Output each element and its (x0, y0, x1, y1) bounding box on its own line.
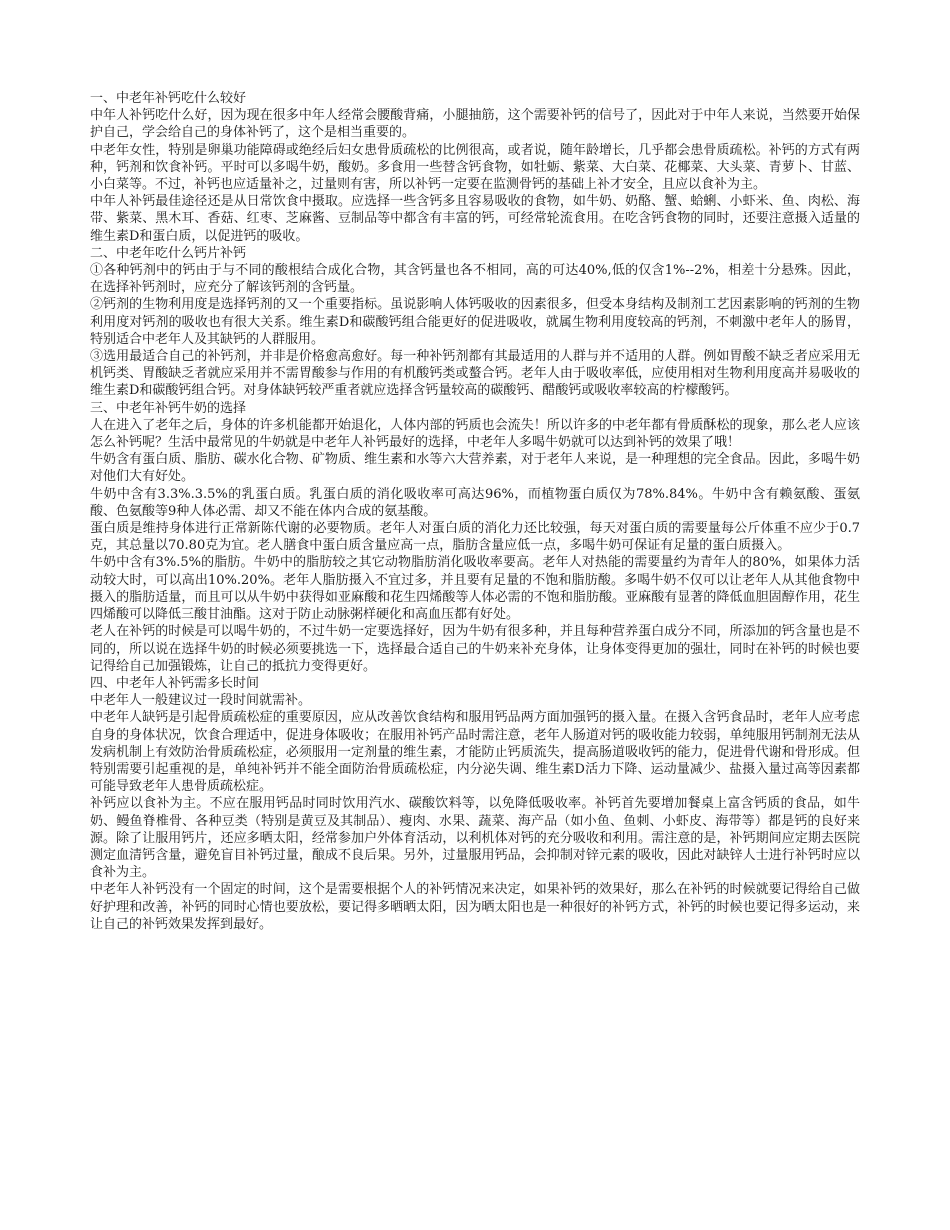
paragraph: 中老年人一般建议过一段时间就需补。 (90, 693, 312, 709)
heading-section-4: 四、中老年人补钙需多长时间 (90, 675, 260, 691)
paragraph: 老人在补钙的时候是可以喝牛奶的，不过牛奶一定要选择好，因为牛奶有很多种，并且每种营养蛋白成分不同，所添加的钙含量也是不同的，所以说在选择牛奶的时候必须要挑选一下，选择最合适自己的牛奶来补充身体，让身体变得更加的强壮，同时在补钙的时候也要记得给自己加强锻炼，让自己的抵抗力变得更好。 (90, 624, 860, 674)
paragraph: 牛奶中含有3%.5%的脂肪。牛奶中的脂肪较之其它动物脂肪消化吸收率要高。老年人对热能的需要量约为青年人的80%，如果体力活动较大时，可以高出10%.20%。老年人脂肪摄入不宜过多，并且要有足量的不饱和脂肪酸。多喝牛奶不仅可以让老年人从其他食物中摄入的脂肪适量，而且可以从牛奶中获得如亚麻酸和花生四烯酸等人体必需的不饱和脂肪酸。亚麻酸有显著的降低血胆固醇作用，花生四烯酸可以降低三酸甘油酯。这对于防止动脉粥样硬化和高血压都有好处。 (90, 555, 860, 623)
paragraph: 牛奶中含有3.3%.3.5%的乳蛋白质。乳蛋白质的消化吸收率可高达96%，而植物蛋白质仅为78%.84%。牛奶中含有赖氨酸、蛋氨酸、色氨酸等9种人体必需、却又不能在体内合成的氨基酸。 (90, 486, 860, 519)
heading-section-3: 三、中老年补钙牛奶的选择 (90, 400, 247, 416)
paragraph: 中年人补钙吃什么好，因为现在很多中年人经常会腰酸背痛，小腿抽筋，这个需要补钙的信号了，因此对于中年人来说，当然要开始保护自己，学会给自己的身体补钙了，这个是相当重要的。 (90, 108, 860, 141)
heading-section-1: 一、中老年补钙吃什么较好 (90, 91, 247, 106)
heading-section-2: 二、中老年吃什么钙片补钙 (90, 245, 247, 261)
paragraph: 蛋白质是维持身体进行正常新陈代谢的必要物质。老年人对蛋白质的消化力还比较强，每天对蛋白质的需要量每公斤体重不应少于0.7克，其总量以70.80克为宜。老人膳食中蛋白质含量应高一点，脂肪含量应低一点，多喝牛奶可保证有足量的蛋白质摄入。 (90, 521, 860, 554)
paragraph: 中年人补钙最佳途径还是从日常饮食中摄取。应选择一些含钙多且容易吸收的食物，如牛奶、奶酪、蟹、蛤蜊、小虾米、鱼、肉松、海带、紫菜、黑木耳、香菇、红枣、芝麻酱、豆制品等中都含有丰富的钙，可经常轮流食用。在吃含钙食物的同时，还要注意摄入适量的维生素D和蛋白质，以促进钙的吸收。 (90, 194, 860, 244)
paragraph: ①各种钙剂中的钙由于与不同的酸根结合成化合物，其含钙量也各不相同，高的可达40%,低的仅含1%--2%，相差十分悬殊。因此，在选择补钙剂时，应充分了解该钙剂的含钙量。 (90, 263, 860, 296)
paragraph: 中老年人补钙没有一个固定的时间，这个是需要根据个人的补钙情况来决定，如果补钙的效果好，那么在补钙的时候就要记得给自己做好护理和改善，补钙的同时心情也要放松，要记得多晒晒太阳，因为晒太阳也是一种很好的补钙方式，补钙的时候也要记得多运动，来让自己的补钙效果发挥到最好。 (90, 882, 860, 932)
paragraph: 中老年女性，特别是卵巢功能障碍或绝经后妇女患骨质疏松的比例很高，或者说，随年龄增长，几乎都会患骨质疏松。补钙的方式有两种，钙剂和饮食补钙。平时可以多喝牛奶，酸奶。多食用一些替含钙食物，如牡蛎、紫菜、大白菜、花椰菜、大头菜、青萝卜、甘蓝、小白菜等。不过，补钙也应适量补之，过量则有害，所以补钙一定要在监测骨钙的基础上补才安全，且应以食补为主。 (90, 142, 860, 193)
document-body (90, 90, 860, 933)
paragraph: 中老年人缺钙是引起骨质疏松症的重要原因，应从改善饮食结构和服用钙品两方面加强钙的摄入量。在摄入含钙食品时，老年人应考虑自身的身体状况，饮食合理适中，促进身体吸收；在服用补钙产品时需注意，老年人肠道对钙的吸收能力较弱，单纯服用钙制剂无法从发病机制上有效防治骨质疏松症，必须服用一定剂量的维生素，才能防止钙质流失，提高肠道吸收钙的能力，促进骨代谢和骨形成。但特别需要引起重视的是，单纯补钙并不能全面防治骨质疏松症，内分泌失调、维生素D活力下降、运动量减少、盐摄入量过高等因素都可能导致老年人患骨质疏松症。 (90, 710, 860, 795)
paragraph: 人在进入了老年之后，身体的许多机能都开始退化，人体内部的钙质也会流失！所以许多的中老年都有骨质酥松的现象，那么老人应该怎么补钙呢？生活中最常见的牛奶就是中老年人补钙最好的选择，中老年人多喝牛奶就可以达到补钙的效果了哦！ (90, 417, 860, 451)
paragraph: ②钙剂的生物利用度是选择钙剂的又一个重要指标。虽说影响人体钙吸收的因素很多，但受本身结构及制剂工艺因素影响的钙剂的生物利用度对钙剂的吸收也有很大关系。维生素D和碳酸钙组合能更好的促进吸收，就属生物利用度较高的钙剂，不刺激中老年人的肠胃，特别适合中老年人及其缺钙的人群服用。 (90, 297, 860, 347)
paragraph: ③选用最适合自己的补钙剂，并非是价格愈高愈好。每一种补钙剂都有其最适用的人群与并不适用的人群。例如胃酸不缺乏者应采用无机钙类、胃酸缺乏者就应采用并不需胃酸参与作用的有机酸钙类或螯合钙。老年人由于吸收率低，应使用相对生物利用度高并易吸收的维生素D和碳酸钙组合钙。对身体缺钙较严重者就应选择含钙量较高的碳酸钙、醋酸钙或吸收率较高的柠檬酸钙。 (90, 349, 860, 399)
paragraph: 补钙应以食补为主。不应在服用钙品时同时饮用汽水、碳酸饮料等，以免降低吸收率。补钙首先要增加餐桌上富含钙质的食品，如牛奶、鳗鱼脊椎骨、各种豆类（特别是黄豆及其制品）、瘦肉、水果、蔬菜、海产品（如小鱼、鱼刺、小虾皮、海带等）都是钙的良好来源。除了让服用钙片，还应多晒太阳，经常参加户外体育活动，以利机体对钙的充分吸收和利用。需注意的是，补钙期间应定期去医院测定血清钙含量，避免盲目补钙过量，酿成不良后果。另外，过量服用钙品，会抑制对锌元素的吸收，因此对缺锌人士进行补钙时应以食补为主。 (90, 796, 860, 881)
paragraph: 牛奶含有蛋白质、脂肪、碳水化合物、矿物质、维生素和水等六大营养素，对于老年人来说，是一种理想的完全食品。因此，多喝牛奶对他们大有好处。 (90, 452, 860, 485)
